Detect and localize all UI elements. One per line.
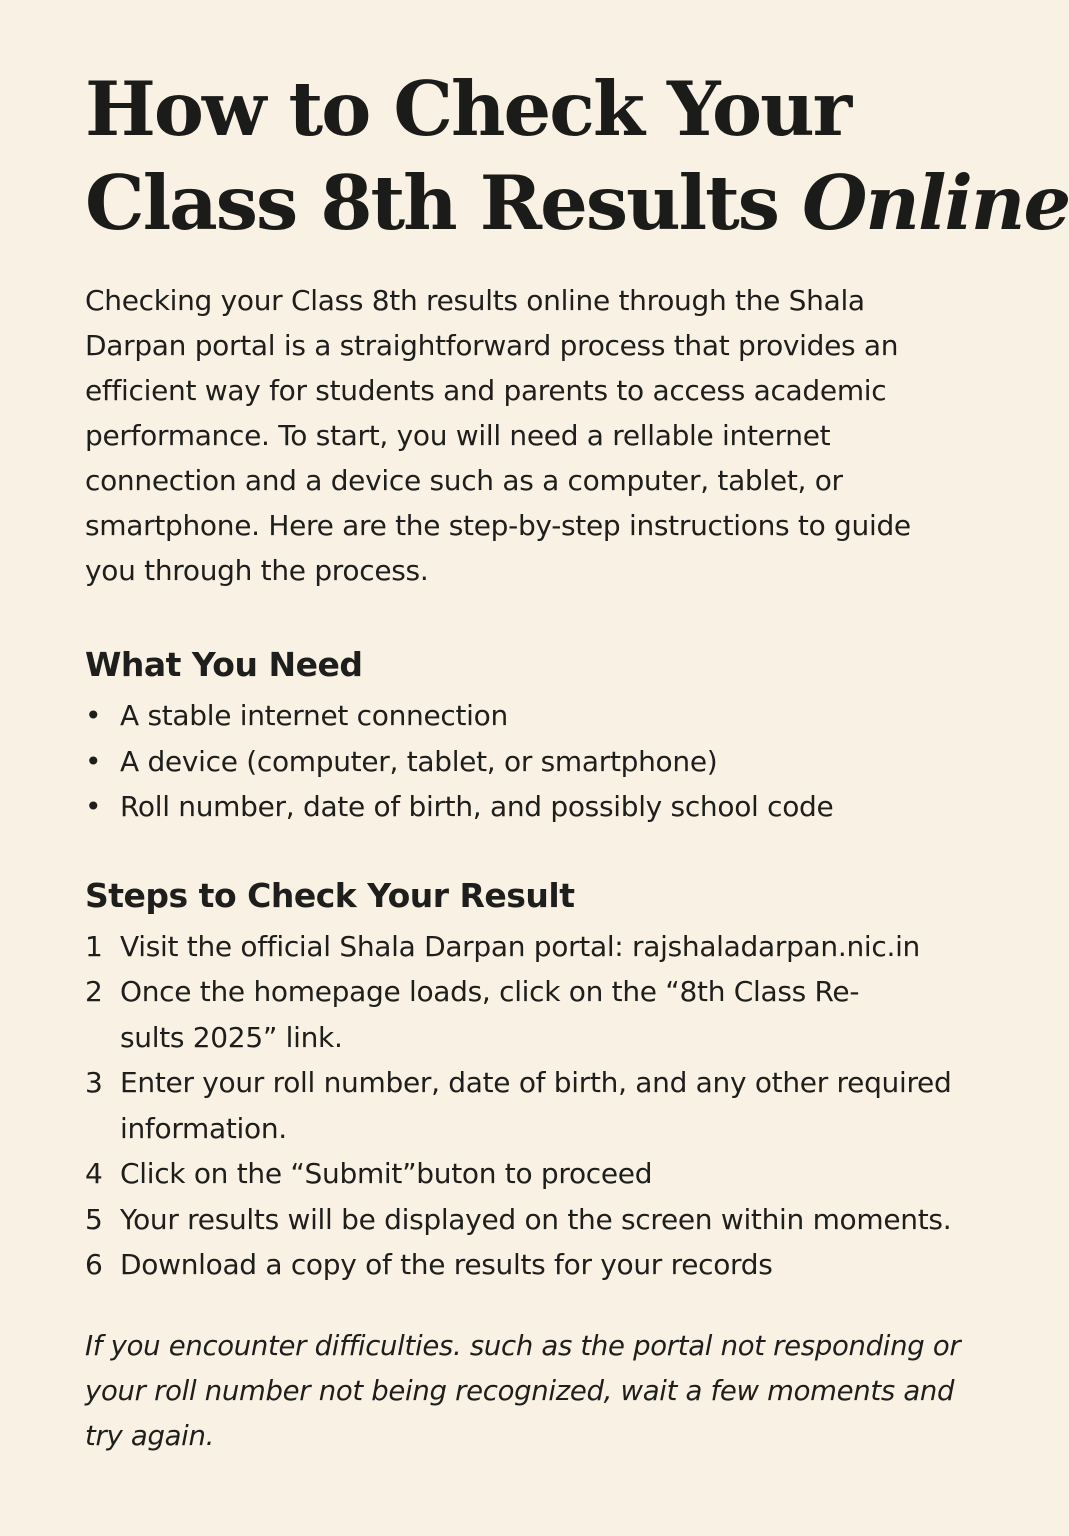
- list-item-text: A device (computer, tablet, or smartphone): [120, 744, 718, 778]
- page-title: [85, 62, 1069, 250]
- steps-heading: Steps to Check Your Result: [85, 875, 575, 915]
- intro-paragraph: Checking your Class 8th results online through the Shala Darpan portal is a straightforward process that provides an efficient way for students and parents to access academic performance. To start, you will need a rellable internet connection and a device such as a computer, tablet, or smartphone. Here are the step-by-step instructions to guide you through the process.: [85, 284, 911, 587]
- step-text: Visit the official Shala Darpan portal: rajshaladarpan.nic.in: [120, 929, 920, 963]
- list-item: [85, 784, 995, 830]
- step-item: [85, 1151, 995, 1197]
- step-number: 6: [85, 1248, 103, 1281]
- title-line-2: [85, 156, 1069, 250]
- title-line-1: How to Check Your: [85, 65, 851, 153]
- step-text: Your results will be displayed on the screen within moments.: [120, 1202, 952, 1236]
- step-item: [85, 1197, 995, 1243]
- step-item: [85, 1242, 995, 1288]
- step-number: 5: [85, 1202, 103, 1236]
- step-text: Click on the “Submit”buton to proceed: [120, 1157, 653, 1190]
- step-item: [85, 924, 995, 970]
- bullet-icon: •: [85, 790, 102, 823]
- step-item: [85, 969, 995, 1060]
- step-item: [85, 1060, 995, 1151]
- bullet-icon: •: [85, 699, 102, 732]
- title-line-2-prefix: Class 8th Results: [85, 159, 803, 247]
- list-item-text: A stable internet connection: [120, 699, 508, 732]
- troubleshooting-note: If you encounter difficulties. such as the portal not responding or your roll number not being recognized, wait a few moments and try again.: [85, 1329, 961, 1452]
- article: [85, 62, 1069, 1459]
- bullet-icon: •: [85, 744, 102, 778]
- list-item: [85, 693, 995, 739]
- steps-list: [85, 924, 995, 1288]
- step-number: 3: [85, 1066, 103, 1099]
- what-you-need-heading: What You Need: [85, 645, 363, 684]
- step-number: 2: [85, 975, 103, 1008]
- list-item-text: Roll number, date of birth, and possibly school code: [120, 790, 834, 823]
- what-you-need-list: [85, 693, 995, 830]
- step-text: Once the homepage loads, click on the “8th Class Re- sults 2025” link.: [120, 975, 860, 1054]
- step-text: Download a copy of the results for your records: [120, 1248, 773, 1281]
- step-number: 4: [85, 1157, 103, 1190]
- list-item: [85, 739, 995, 785]
- title-line-2-italic: Online: [802, 159, 1069, 247]
- step-number: 1: [85, 929, 103, 963]
- step-text: Enter your roll number, date of birth, and any other required information.: [120, 1066, 952, 1145]
